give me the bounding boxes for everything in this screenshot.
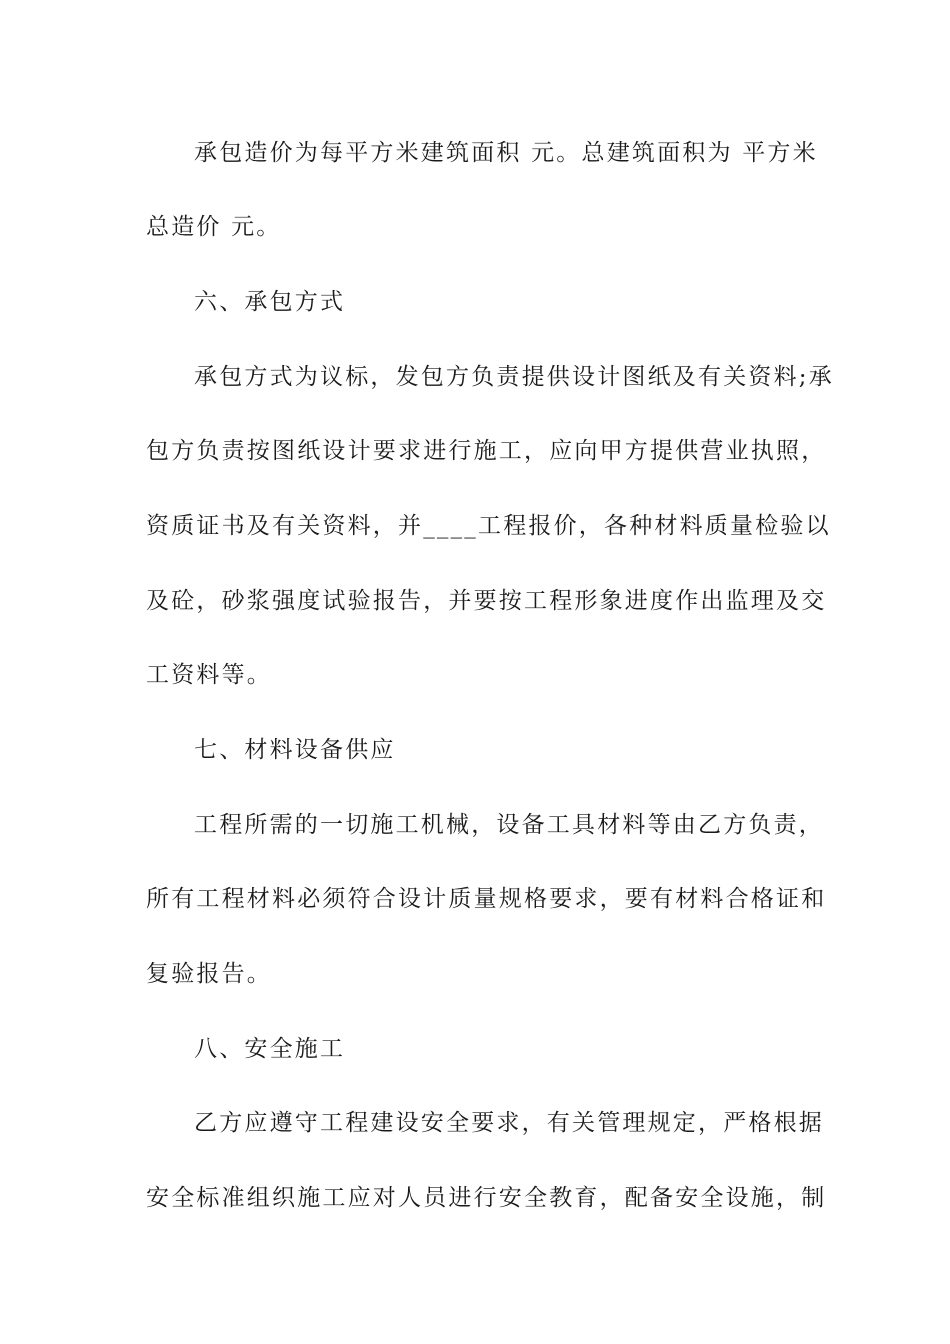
paragraph-materials-line-2: 所有工程材料必须符合设计质量规格要求，要有材料合格证和	[146, 886, 827, 912]
section-heading-safety: 八、安全施工	[194, 1036, 346, 1062]
paragraph-materials-line-3: 复验报告。	[146, 961, 272, 987]
paragraph-safety-line-1: 乙方应遵守工程建设安全要求，有关管理规定，严格根据	[194, 1110, 824, 1136]
paragraph-materials-line-1: 工程所需的一切施工机械，设备工具材料等由乙方负责，	[194, 812, 824, 838]
paragraph-method-line-1: 承包方式为议标，发包方负责提供设计图纸及有关资料;承	[194, 364, 834, 390]
paragraph-method-line-3: 资质证书及有关资料，并____工程报价，各种材料质量检验以	[146, 513, 831, 539]
paragraph-method-line-2: 包方负责按图纸设计要求进行施工，应向甲方提供营业执照，	[146, 438, 827, 464]
section-heading-contract-method: 六、承包方式	[194, 289, 346, 315]
paragraph-price-line-2: 总造价 元。	[146, 214, 282, 240]
section-heading-materials-supply: 七、材料设备供应	[194, 737, 396, 763]
paragraph-safety-line-2: 安全标准组织施工应对人员进行安全教育，配备安全设施，制	[146, 1185, 827, 1211]
paragraph-method-line-4: 及砼，砂浆强度试验报告，并要按工程形象进度作出监理及交	[146, 588, 827, 614]
paragraph-method-line-5: 工资料等。	[146, 662, 272, 688]
paragraph-price-line-1: 承包造价为每平方米建筑面积 元。总建筑面积为 平方米	[194, 140, 818, 166]
